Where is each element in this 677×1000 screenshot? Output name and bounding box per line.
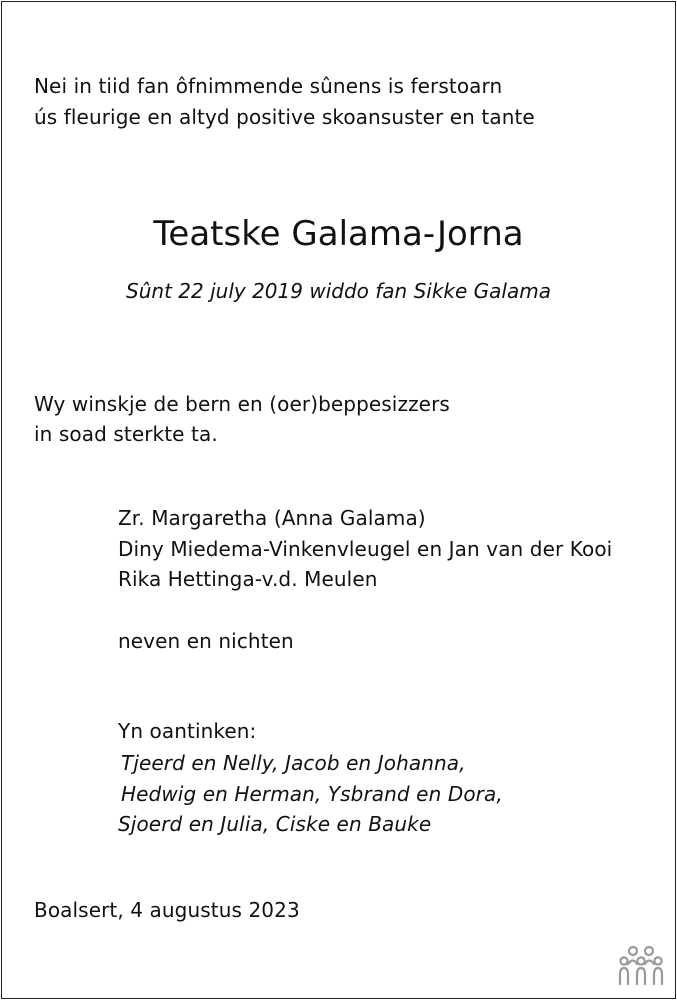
intro-line-2: ús fleurige en altyd positive skoansuster en tante <box>34 105 535 129</box>
intro-line-1: Nei in tiid fan ôfnimmende sûnens is ferstoarn <box>34 74 503 98</box>
remembrance-line-1: Tjeerd en Nelly, Jacob en Johanna, <box>121 751 466 775</box>
widow-note: Sûnt 22 july 2019 widdo fan Sikke Galama <box>126 279 551 303</box>
people-group-icon <box>618 944 664 986</box>
family-line-3: Rika Hettinga-v.d. Meulen <box>118 567 378 591</box>
wish-line-1: Wy winskje de bern en (oer)beppesizzers <box>34 392 450 416</box>
deceased-name: Teatske Galama-Jorna <box>153 214 524 254</box>
notice-frame <box>1 1 676 999</box>
family-line-1: Zr. Margaretha (Anna Galama) <box>118 506 426 530</box>
remembrance-line-3: Sjoerd en Julia, Ciske en Bauke <box>118 812 432 836</box>
relatives-line: neven en nichten <box>118 629 294 653</box>
remembrance-heading: Yn oantinken: <box>118 719 257 743</box>
remembrance-line-2: Hedwig en Herman, Ysbrand en Dora, <box>121 782 503 806</box>
wish-line-2: in soad sterkte ta. <box>34 422 218 446</box>
place-date: Boalsert, 4 augustus 2023 <box>34 898 300 922</box>
family-line-2: Diny Miedema-Vinkenvleugel en Jan van der Kooi <box>118 537 613 561</box>
